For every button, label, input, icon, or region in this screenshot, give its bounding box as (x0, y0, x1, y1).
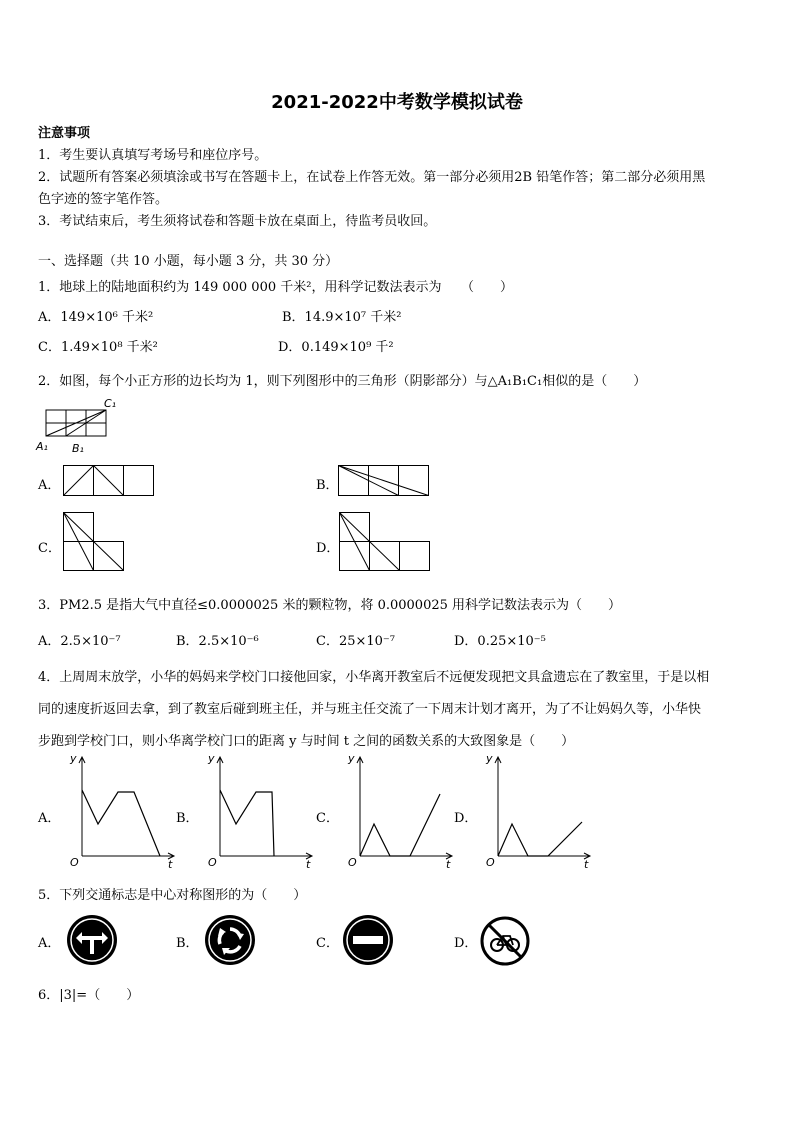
q4-option-b: B． (176, 811, 199, 826)
axis-t-label: t (306, 858, 311, 871)
q5-option-b: B． (176, 936, 199, 951)
notice-item: 色字迹的签字笔作答。 (38, 192, 169, 207)
q6-stem: 6．|3|=（ ） (38, 988, 140, 1003)
q1-stem: 1．地球上的陆地面积约为 149 000 000 千米²，用科学记数法表示为 （ ） (38, 280, 513, 295)
q3-option-b: B．2.5×10⁻⁶ (176, 634, 259, 649)
roundabout-sign-icon (204, 914, 256, 966)
q1-option-d: D．0.149×10⁹ 千² (278, 340, 394, 355)
notice-item: 2．试题所有答案必须填涂或书写在答题卡上，在试卷上作答无效。第一部分必须用2B 铅笔作答；第二部分必须用黑 (38, 170, 706, 185)
q4-option-d: D． (454, 811, 478, 826)
notice-item: 1．考生要认真填写考场号和座位序号。 (38, 148, 268, 163)
turn-left-right-sign-icon (66, 914, 118, 966)
q4-graph-d (478, 752, 596, 870)
q2-option-a: A． (38, 478, 61, 493)
q2-option-d: D． (316, 541, 340, 556)
q5-option-d: D． (454, 936, 478, 951)
q2-option-c: C． (38, 541, 61, 556)
q4-stem-line: 同的速度折返回去拿，到了教室后碰到班主任，并与班主任交流了一下周末计划才离开，为了不让妈妈久等，小华快 (38, 702, 702, 717)
q2-figure-c (63, 512, 125, 572)
q2-figure-d (339, 512, 431, 572)
q4-graph-c (340, 752, 458, 870)
q1-option-c: C．1.49×10⁸ 千米² (38, 340, 158, 355)
q3-option-a: A．2.5×10⁻⁷ (38, 634, 121, 649)
origin-label: O (70, 856, 79, 869)
section-heading: 一、选择题（共 10 小题，每小题 3 分，共 30 分） (38, 254, 339, 269)
origin-label: O (486, 856, 495, 869)
axis-t-label: t (168, 858, 173, 871)
label-b1: B₁ (72, 442, 84, 455)
q1-option-a: A．149×10⁶ 千米² (38, 310, 154, 325)
q2-option-b: B． (316, 478, 339, 493)
axis-y-label: y (486, 752, 493, 765)
q4-graph-b (200, 752, 318, 870)
origin-label: O (208, 856, 217, 869)
axis-y-label: y (208, 752, 215, 765)
page-title: 2021-2022中考数学模拟试卷 (271, 92, 523, 113)
q4-stem-line: 步跑到学校门口，则小华离学校门口的距离 y 与时间 t 之间的函数关系的大致图象是（ ） (38, 734, 575, 749)
axis-y-label: y (70, 752, 77, 765)
q4-stem-line: 4．上周周末放学，小华的妈妈来学校门口接他回家，小华离开教室后不远便发现把文具盒遗忘在了教室里，于是以相 (38, 670, 710, 685)
q3-option-c: C．25×10⁻⁷ (316, 634, 395, 649)
q3-option-d: D．0.25×10⁻⁵ (454, 634, 546, 649)
axis-y-label: y (348, 752, 355, 765)
q5-stem: 5．下列交通标志是中心对称图形的为（ ） (38, 888, 307, 903)
q5-option-a: A． (38, 936, 61, 951)
notice-item: 3．考试结束后，考生须将试卷和答题卡放在桌面上，待监考员收回。 (38, 214, 437, 229)
q2-figure-b (338, 465, 430, 497)
q5-option-c: C． (316, 936, 339, 951)
q2-stem: 2．如图，每个小正方形的边长均为 1，则下列图形中的三角形（阴影部分）与△A₁B₁C₁相似的是（ ） (38, 374, 647, 389)
q2-reference-figure (36, 398, 126, 458)
label-a1: A₁ (36, 440, 48, 453)
no-bicycle-sign-icon (480, 916, 530, 966)
label-c1: C₁ (104, 397, 117, 410)
q4-graph-a (62, 752, 180, 870)
axis-t-label: t (446, 858, 451, 871)
q4-option-c: C． (316, 811, 339, 826)
notice-heading: 注意事项 (38, 126, 91, 141)
axis-t-label: t (584, 858, 589, 871)
q1-option-b: B．14.9×10⁷ 千米² (282, 310, 402, 325)
q4-option-a: A． (38, 811, 61, 826)
q3-stem: 3．PM2.5 是指大气中直径≤0.0000025 米的颗粒物，将 0.0000025 用科学记数法表示为（ ） (38, 598, 622, 613)
no-entry-sign-icon (342, 914, 394, 966)
origin-label: O (348, 856, 357, 869)
q2-figure-a (63, 465, 155, 497)
